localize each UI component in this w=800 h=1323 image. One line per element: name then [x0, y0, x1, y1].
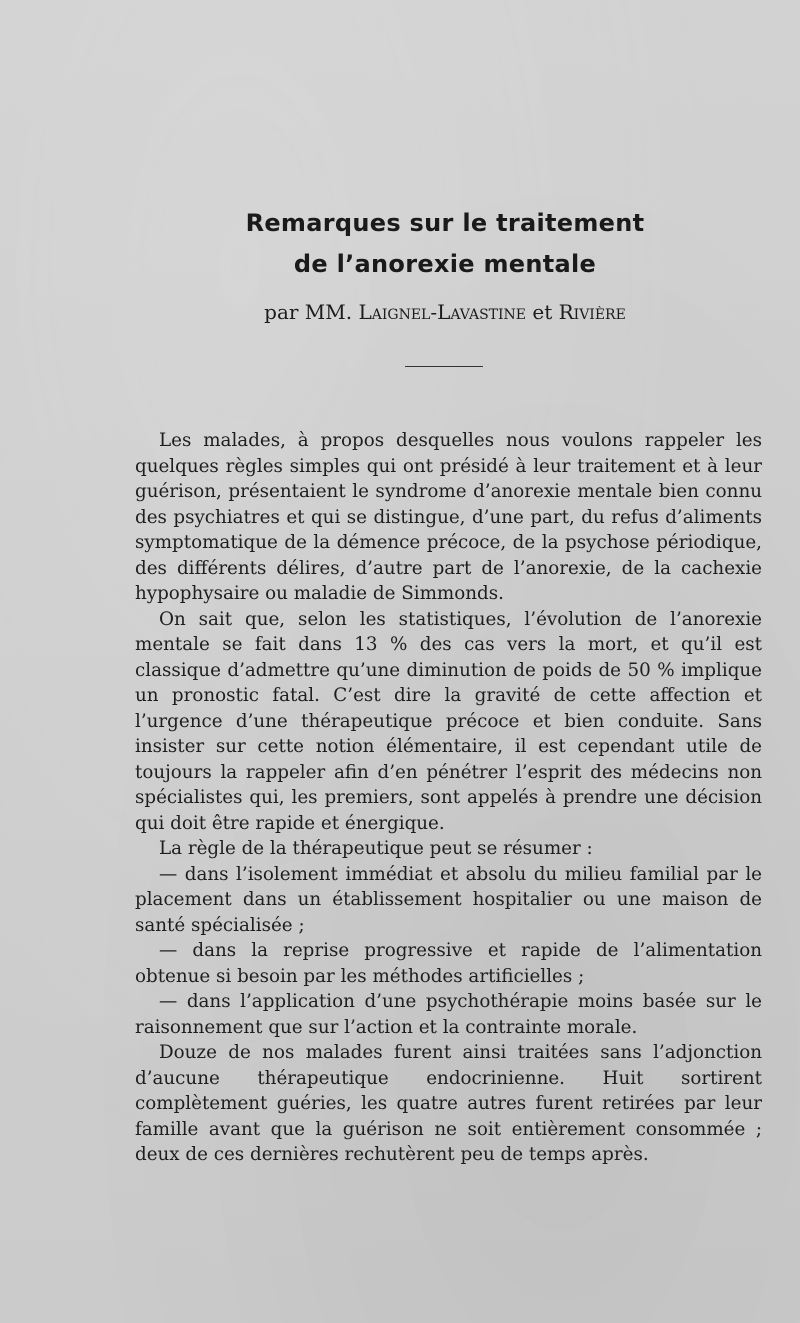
article-body	[135, 428, 762, 1168]
byline-conjunction: et	[532, 300, 553, 324]
paragraph: La règle de la thérapeutique peut se résumer :	[159, 838, 593, 859]
paragraph: On sait que, selon les statistiques, l’évolution de l’anorexie mentale se fait dans 13 % des cas vers la mort, et qu’il est classique d’admettre qu’une diminution de poids de 50 % implique un pronostic fatal. C’est dire la gravité de cette affection et l’urgence d’une thérapeutique précoce et bien conduite. Sans insister sur cette notion élémentaire, il est cependant utile de toujours la rappeler afin d’en pénétrer l’esprit des médecins non spécialistes qui, les premiers, sont appelés à prendre une décision qui doit être rapide et énergique.	[135, 608, 762, 834]
author-laignel-lavastine: Laignel-Lavastine	[358, 300, 527, 324]
list-item: — dans l’application d’une psychothérapie moins basée sur le raisonnement que sur l’action et la contrainte morale.	[135, 991, 762, 1038]
list-item: — dans la reprise progressive et rapide de l’alimentation obtenue si besoin par les méthodes artificielles ;	[135, 940, 762, 987]
title-line-2: de l’anorexie mentale	[293, 250, 597, 278]
list-item: — dans l’isolement immédiat et absolu du milieu familial par le placement dans un établissement hospitalier ou une maison de santé spécialisée ;	[135, 863, 762, 936]
byline-prefix: par MM.	[264, 300, 353, 324]
byline	[45, 300, 800, 324]
author-riviere: Rivière	[558, 300, 626, 324]
paragraph: Les malades, à propos desquelles nous voulons rappeler les quelques règles simples qui ont présidé à leur traitement et à leur guérison, présentaient le syndrome d’anorexie mentale bien connu des psychiatres et qui se distingue, d’une part, du refus d’aliments symptomatique de la démence précoce, de la psychose périodique, des différents délires, d’autre part de l’anorexie, de la cachexie hypophysaire ou maladie de Simmonds.	[135, 430, 762, 604]
title-line-1: Remarques sur le traitement	[245, 209, 645, 237]
paragraph: Douze de nos malades furent ainsi traitées sans l’adjonction d’aucune thérapeutique endocrinienne. Huit sortirent complètement guéries, les quatre autres furent retirées par leur famille avant que la guérison ne soit entièrement consommée ; deux de ces dernières rechutèrent peu de temps après.	[135, 1042, 762, 1165]
separator-rule	[405, 366, 483, 367]
